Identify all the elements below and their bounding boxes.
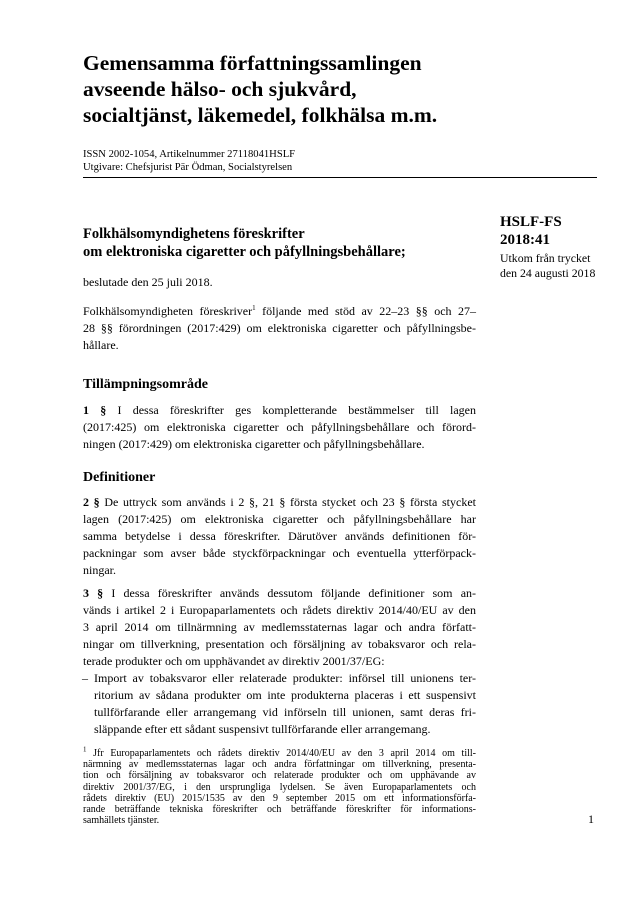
footnote-line: tion och försäljning av tobaksvaror och relaterade produkter och om upphävande av [83, 770, 476, 782]
section-sign: 2 § [83, 495, 100, 509]
paragraph-line [83, 494, 476, 511]
paragraph-2 [83, 494, 476, 579]
issn-line: ISSN 2002-1054, Artikelnummer 27118041HSLF [83, 149, 296, 160]
series-name: HSLF-FS [500, 214, 562, 230]
publication-date-line: Utkom från trycket [500, 251, 591, 265]
section-sign: 3 § [83, 586, 104, 600]
document-title-line: Folkhälsomyndighetens föreskrifter [83, 226, 305, 242]
masthead-divider [83, 177, 597, 178]
paragraph-line: ningar om tillverkning, presentation och försäljning av tobaksvaror och rela- [83, 637, 476, 651]
paragraph-text: I dessa föreskrifter används dessutom följande definitioner som an- [111, 586, 477, 600]
paragraph-line: ritorium av sådana produkter om inte produkterna placeras i ett suspensivt [94, 688, 476, 702]
definition-text [94, 670, 476, 738]
section-heading-scope: Tillämpningsområde [83, 377, 208, 392]
paragraph-line: vänds i artikel 2 i Europaparlamentets och rådets direktiv 2014/40/EU av den [83, 603, 476, 617]
preamble-line: 28 §§ förordningen (2017:429) om elektroniska cigaretter och påfyllningsbe- [83, 321, 476, 335]
footnote-line: närmning av medlemsstaternas lagar och andra författningar om tillverkning, presenta- [83, 759, 476, 771]
footnote-reference: 1 [252, 304, 256, 312]
paragraph-line [83, 585, 476, 602]
series-identifier [500, 213, 562, 249]
footnote-mark: 1 [83, 745, 87, 754]
masthead-title [83, 50, 543, 128]
footnote-line [83, 745, 476, 759]
masthead-title-line: socialtjänst, läkemedel, folkhälsa m.m. [83, 103, 438, 127]
publication-date-line: den 24 augusti 2018 [500, 265, 596, 280]
footnote-line: rande beträffande tekniska föreskrifter och beträffande föreskrifter för informations- [83, 803, 476, 815]
list-dash: – [82, 671, 88, 685]
paragraph-line: terade produkter och om upphävandet av direktiv 2001/37/EG: [83, 654, 385, 668]
series-number: 2018:41 [500, 232, 550, 248]
masthead-title-line: Gemensamma författningssamlingen [83, 51, 422, 75]
footnote [83, 745, 476, 827]
preamble-line: hållare. [83, 338, 119, 352]
paragraph-line: ningar. [83, 563, 116, 577]
paragraph-line: tullförfarande eller arrangemang vid införseln till unionen, samt deras fri- [94, 705, 476, 719]
paragraph-line: samma betydelse i dessa föreskrifter. Därutöver används definitionen för- [83, 529, 476, 543]
decision-date [83, 274, 476, 291]
section-heading-definitions: Definitioner [83, 470, 156, 485]
footnote-line: rådets direktiv (EU) 2015/1535 av den 9 september 2015 om ett informationsförfa- [83, 792, 476, 804]
preamble-text: följande med stöd av 22–23 §§ och 27– [255, 304, 476, 318]
decision-date-text: beslutade den 25 juli 2018. [83, 275, 213, 289]
masthead-title-line: avseende hälso- och sjukvård, [83, 77, 357, 101]
document-title [83, 225, 483, 261]
paragraph-line: släppande efter ett sådant suspensivt tullförfarande eller arrangemang. [94, 722, 431, 736]
paragraph-line: (2017:425) om elektroniska cigaretter och påfyllningsbehållare och förord- [83, 420, 476, 434]
paragraph-line: lagen (2017:425) om elektroniska cigaretter och påfyllningsbehållare har [83, 512, 476, 526]
page-number: 1 [588, 812, 594, 826]
footnote-line: direktiv 2001/37/EG, i den ursprungliga lydelsen. Se även Europaparlamentets och [83, 781, 476, 793]
paragraph-line [83, 402, 476, 419]
paragraph-line: packningar som avser både styckförpackningar och eventuella ytterförpack- [83, 546, 476, 560]
preamble-line [83, 303, 476, 320]
paragraph-3 [83, 585, 476, 738]
paragraph-text: I dessa föreskrifter ges kompletterande bestämmelser till lagen [117, 403, 476, 417]
document-title-line: om elektroniska cigaretter och påfyllningsbehållare; [83, 244, 406, 260]
paragraph-line: 3 april 2014 om tillnärmning av medlemsstaternas lagar och andra författ- [83, 620, 476, 634]
paragraph-text: De uttryck som används i 2 §, 21 § första stycket och 23 § första stycket [104, 495, 477, 509]
paragraph-line: ningen (2017:429) om elektroniska cigaretter och påfyllningsbehållare. [83, 437, 425, 451]
paragraph-line: Import av tobaksvaror eller relaterade produkter: införsel till unionens ter- [94, 671, 476, 685]
preamble [83, 303, 476, 354]
section-sign: 1 § [83, 403, 107, 417]
publisher-line: Utgivare: Chefsjurist Pär Ödman, Socialstyrelsen [83, 162, 293, 173]
paragraph-1 [83, 402, 476, 453]
footnote-text: Jfr Europaparlamentets och rådets direktiv 2014/40/EU av den 3 april 2014 om till- [86, 748, 476, 759]
footnote-line: samhällets tjänster. [83, 815, 160, 827]
publication-date [500, 251, 595, 280]
definition-list-item [83, 670, 476, 738]
preamble-text: Folkhälsomyndigheten föreskriver [83, 304, 253, 318]
